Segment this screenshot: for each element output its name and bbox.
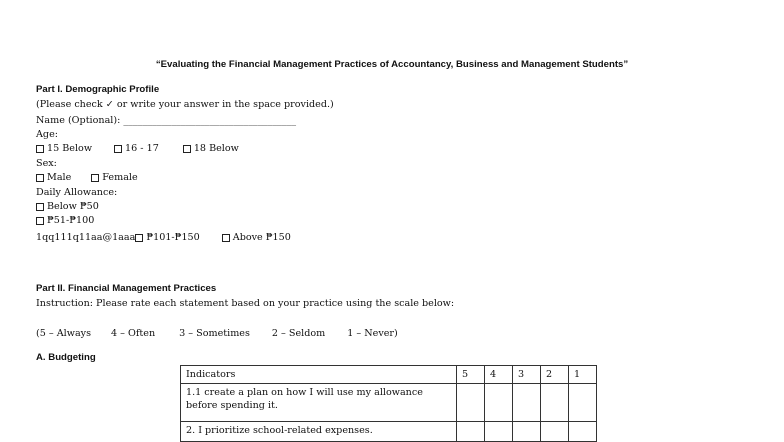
rating-cell[interactable] — [457, 422, 485, 442]
header-3: 3 — [513, 366, 541, 384]
checkbox-icon — [36, 203, 44, 211]
table-row — [181, 422, 597, 442]
part1-instruction: (Please check ✓ or write your answer in the space provided.) — [36, 99, 334, 110]
rating-cell[interactable] — [569, 384, 597, 422]
header-5: 5 — [457, 366, 485, 384]
scale-1: 1 – Never) — [347, 328, 398, 339]
rating-cell[interactable] — [513, 422, 541, 442]
sex-options — [36, 172, 138, 184]
rating-cell[interactable] — [513, 384, 541, 422]
header-2: 2 — [541, 366, 569, 384]
checkbox-icon — [183, 145, 191, 153]
checkbox-icon — [36, 174, 44, 182]
indicator-text: 2. I prioritize school-related expenses. — [181, 422, 457, 442]
table-row — [181, 384, 597, 422]
scale-4: 4 – Often — [111, 328, 156, 339]
scale-2: 2 – Seldom — [271, 328, 326, 339]
stray-text: 1qq111q11aa@1aaa — [36, 232, 136, 243]
indicator-text: 1.1 create a plan on how I will use my allowance before spending it. — [181, 384, 457, 422]
allowance-label: Daily Allowance: — [36, 187, 118, 198]
indicators-table — [180, 365, 597, 442]
allowance-options-row — [36, 232, 291, 244]
age-label: Age: — [36, 129, 58, 140]
name-field[interactable]: Name (Optional): ____________________________________ — [36, 115, 297, 126]
rating-cell[interactable] — [541, 422, 569, 442]
checkbox-icon — [36, 145, 44, 153]
rating-cell[interactable] — [457, 384, 485, 422]
rating-cell[interactable] — [485, 422, 513, 442]
header-4: 4 — [485, 366, 513, 384]
allowance-option-1[interactable]: Below ₱50 — [36, 201, 99, 213]
allowance-option-2[interactable]: ₱51-₱100 — [36, 215, 94, 227]
header-indicators: Indicators — [181, 366, 457, 384]
sex-option-female[interactable]: Female — [91, 172, 137, 184]
allowance-option-4[interactable]: Above ₱150 — [222, 232, 291, 244]
allowance-option-3[interactable]: ₱101-₱150 — [135, 232, 199, 244]
checkbox-icon — [222, 234, 230, 242]
checkbox-icon — [114, 145, 122, 153]
rating-cell[interactable] — [541, 384, 569, 422]
header-1: 1 — [569, 366, 597, 384]
table-header-row — [181, 366, 597, 384]
scale-3: 3 – Sometimes — [179, 328, 250, 339]
sex-option-male[interactable]: Male — [36, 172, 71, 184]
checkbox-icon — [36, 217, 44, 225]
checkbox-icon — [135, 234, 143, 242]
age-option-1[interactable]: 15 Below — [36, 143, 92, 155]
rating-cell[interactable] — [485, 384, 513, 422]
rating-cell[interactable] — [569, 422, 597, 442]
scale-5: (5 – Always — [36, 328, 92, 339]
part1-heading: Part I. Demographic Profile — [36, 84, 160, 95]
sex-label: Sex: — [36, 158, 57, 169]
checkbox-icon — [91, 174, 99, 182]
rating-scale — [36, 328, 398, 340]
part2-instruction: Instruction: Please rate each statement based on your practice using the scale below: — [36, 298, 455, 309]
age-option-3[interactable]: 18 Below — [183, 143, 239, 155]
age-option-2[interactable]: 16 - 17 — [114, 143, 159, 155]
document-title: “Evaluating the Financial Management Practices of Accountancy, Business and Management Students” — [155, 59, 629, 70]
section-a-heading: A. Budgeting — [36, 352, 96, 363]
age-options — [36, 143, 239, 155]
part2-heading: Part II. Financial Management Practices — [36, 283, 217, 294]
